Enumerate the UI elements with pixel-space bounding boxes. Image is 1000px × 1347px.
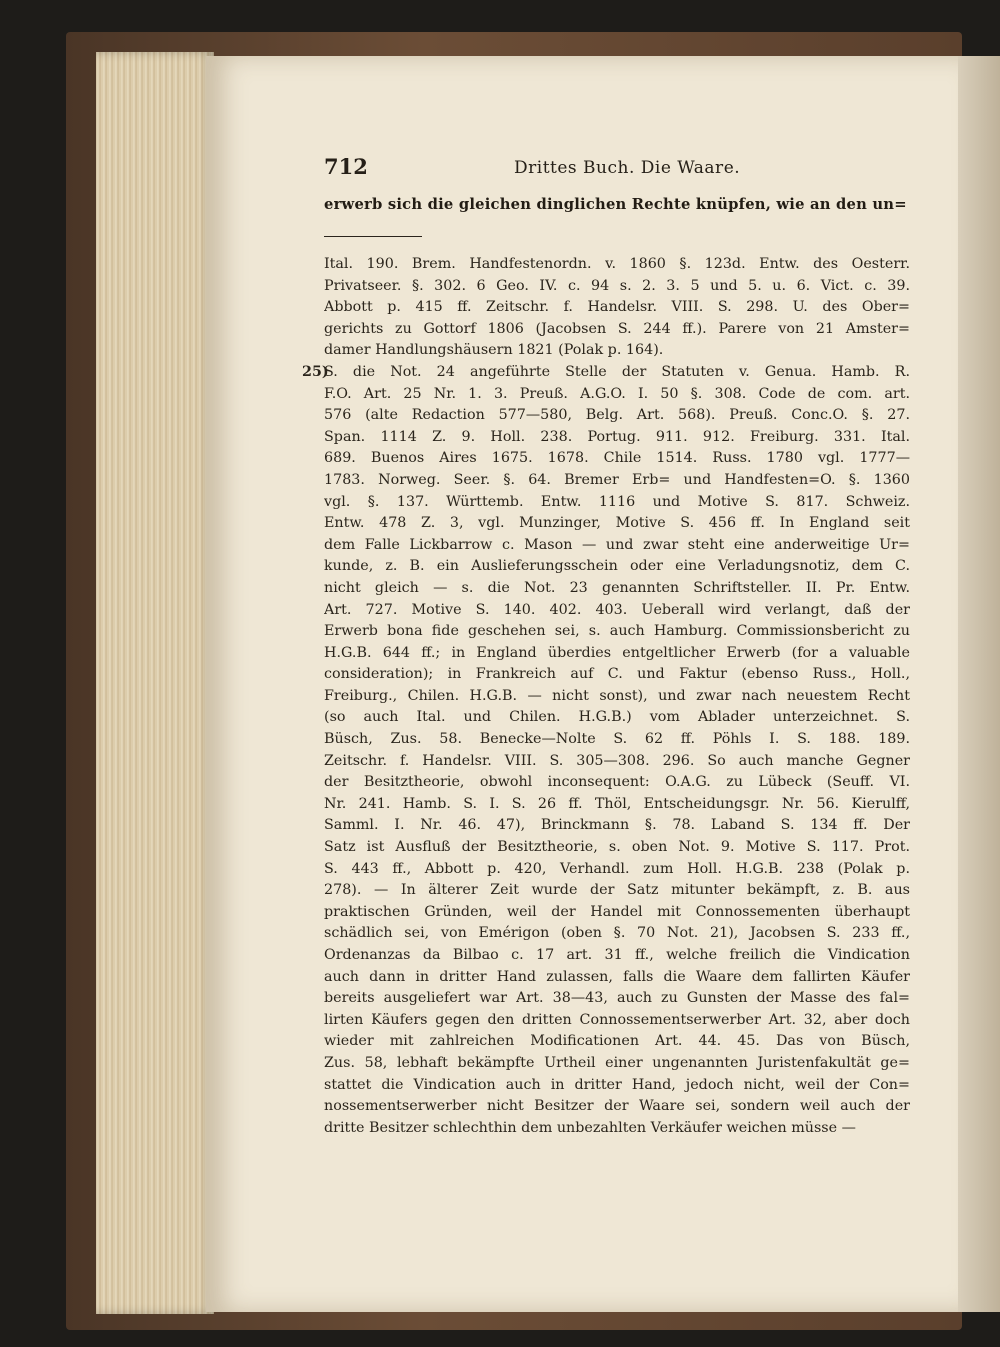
page-header: [324, 152, 910, 188]
footnote-line: damer Handlungshäusern 1821 (Polak p. 164).: [324, 342, 664, 359]
footnote-line: Erwerb bona fide geschehen sei, s. auch Hamburg. Commissionsbericht zu: [324, 623, 910, 640]
footnote-line: Abbott p. 415 ff. Zeitschr. f. Handelsr. VIII. S. 298. U. des Ober=: [324, 299, 910, 316]
footnote-line: vgl. §. 137. Württemb. Entw. 1116 und Motive S. 817. Schweiz.: [324, 493, 910, 510]
footnote-line: Art. 727. Motive S. 140. 402. 403. Ueberall wird verlangt, daß der: [324, 601, 910, 618]
footnote-line: nicht gleich — s. die Not. 23 genannten Schriftsteller. II. Pr. Entw.: [324, 579, 910, 596]
footnote-line: lirten Käufers gegen den dritten Connossementserwerber Art. 32, aber doch: [324, 1011, 910, 1028]
footnote-line: 278). — In älterer Zeit wurde der Satz mitunter bekämpft, z. B. aus: [324, 882, 910, 899]
footnote-line: Privatseer. §. 302. 6 Geo. IV. c. 94 s. 2. 3. 5 und 5. u. 6. Vict. c. 39.: [324, 277, 910, 294]
footnote-line: dritte Besitzer schlechthin dem unbezahlten Verkäufer weichen müsse —: [324, 1119, 856, 1136]
running-title: Drittes Buch. Die Waare.: [514, 158, 741, 178]
page-edges: [96, 52, 214, 1314]
page-number: 712: [324, 154, 368, 179]
footnote-line: (so auch Ital. und Chilen. H.G.B.) vom Ablader unterzeichnet. S.: [324, 709, 910, 726]
footnote-line: F.O. Art. 25 Nr. 1. 3. Preuß. A.G.O. I. 50 §. 308. Code de com. art.: [324, 385, 910, 402]
footnotes: [302, 254, 910, 1139]
footnote-line: S. 443 ff., Abbott p. 420, Verhandl. zum Holl. H.G.B. 238 (Polak p.: [324, 860, 910, 877]
facing-page-edge: [958, 56, 1000, 1312]
footnote-line: praktischen Gründen, weil der Handel mit Connossementen überhaupt: [324, 903, 910, 920]
footnote-line: Entw. 478 Z. 3, vgl. Munzinger, Motive S. 456 ff. In England seit: [324, 515, 910, 532]
footnote-line: Span. 1114 Z. 9. Holl. 238. Portug. 911. 912. Freiburg. 331. Ital.: [324, 428, 910, 445]
footnote-continued: [324, 254, 910, 362]
book-page: [206, 56, 958, 1312]
footnote-rule: [324, 236, 422, 237]
footnote-line: 689. Buenos Aires 1675. 1678. Chile 1514. Russ. 1780 vgl. 1777—: [324, 450, 910, 467]
footnote-line: Satz ist Ausfluß der Besitztheorie, s. oben Not. 9. Motive S. 117. Prot.: [324, 839, 910, 856]
footnote-line: H.G.B. 644 ff.; in England überdies entgeltlicher Erwerb (for a valuable: [324, 644, 910, 661]
footnote-line: Ital. 190. Brem. Handfestenordn. v. 1860 §. 123d. Entw. des Oesterr.: [324, 256, 910, 272]
footnote-line: kunde, z. B. ein Auslieferungsschein oder eine Verladungsnotiz, dem C.: [324, 558, 910, 575]
footnote-line: nossementserwerber nicht Besitzer der Waare sei, sondern weil auch der: [324, 1098, 910, 1115]
footnote-line: 576 (alte Redaction 577—580, Belg. Art. 568). Preuß. Conc.O. §. 27.: [324, 407, 910, 424]
footnote-line: 1783. Norweg. Seer. §. 64. Bremer Erb= und Handfesten=O. §. 1360: [324, 471, 910, 488]
footnote-line: Samml. I. Nr. 46. 47), Brinckmann §. 78. Laband S. 134 ff. Der: [324, 817, 910, 834]
footnote-line: Büsch, Zus. 58. Benecke—Nolte S. 62 ff. Pöhls I. S. 188. 189.: [324, 731, 910, 748]
footnote-line: auch dann in dritter Hand zulassen, falls die Waare dem fallirten Käufer: [324, 968, 910, 985]
footnote-line: Zeitschr. f. Handelsr. VIII. S. 305—308. 296. So auch manche Gegner: [324, 752, 910, 769]
footnote-line: schädlich sei, von Emérigon (oben §. 70 Not. 21), Jacobsen S. 233 ff.,: [324, 925, 910, 942]
footnote-line: dem Falle Lickbarrow c. Mason — und zwar steht eine anderweitige Ur=: [324, 536, 910, 553]
footnote-line: Zus. 58, lebhaft bekämpfte Urtheil einer ungenannten Juristenfakultät ge=: [324, 1054, 910, 1071]
footnote-line: bereits ausgeliefert war Art. 38—43, auch zu Gunsten der Masse des fal=: [324, 990, 910, 1007]
footnote-line: wieder mit zahlreichen Modificationen Art. 44. 45. Das von Büsch,: [324, 1033, 910, 1050]
footnote-line: Freiburg., Chilen. H.G.B. — nicht sonst), und zwar nach neuestem Recht: [324, 687, 910, 704]
footnote-line: der Besitztheorie, obwohl inconsequent: O.A.G. zu Lübeck (Seuff. VI.: [324, 774, 910, 791]
footnote-marker: 25): [302, 363, 329, 380]
footnote-line: stattet die Vindication auch in dritter Hand, jedoch nicht, weil der Con=: [324, 1076, 910, 1093]
footnote-line: S. die Not. 24 angeführte Stelle der Statuten v. Genua. Hamb. R.: [324, 363, 910, 380]
footnote-line: Nr. 241. Hamb. S. I. S. 26 ff. Thöl, Entscheidungsgr. Nr. 56. Kierulff,: [324, 795, 910, 812]
footnote-line: Ordenanzas da Bilbao c. 17 art. 31 ff., welche freilich die Vindication: [324, 947, 910, 963]
footnote-line: gerichts zu Gottorf 1806 (Jacobsen S. 244 ff.). Parere von 21 Amster=: [324, 320, 910, 337]
main-text-line: erwerb sich die gleichen dinglichen Rechte knüpfen, wie an den un=: [324, 196, 907, 213]
footnote-25: [302, 362, 910, 1139]
footnote-line: consideration); in Frankreich auf C. und Faktur (ebenso Russ., Holl.,: [324, 666, 910, 683]
